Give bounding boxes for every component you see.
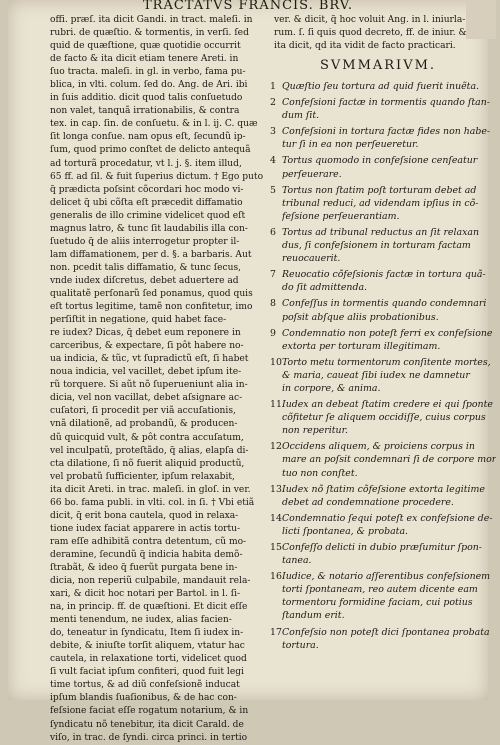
summary-item — [270, 297, 487, 323]
summary-item — [270, 226, 484, 265]
summary-text-line: Torto metu tormentorum conſitente mortes, — [282, 356, 491, 368]
text-line: cta dilatione, ſi nõ fuerit aliquid productũ, — [50, 458, 245, 469]
text-line: de facto & ita dicit etiam tenere Areti. in — [50, 54, 239, 65]
summary-item — [270, 184, 484, 223]
text-line: rum. ſ. ſi quis quod decreto, ff. de iniur. & — [274, 28, 467, 39]
summary-item — [270, 626, 490, 652]
text-line: ita dicit Areti. in trac. maleſi. in gloſ. in ver. — [50, 484, 251, 495]
summary-item-text — [282, 512, 493, 538]
text-line: deramine, ſecundũ q̃ indicia habita demõ- — [50, 549, 243, 560]
text-line: dicit, q̃ erit bona cautela, quod in relaxa- — [50, 510, 239, 521]
text-line: vel probatũ ſufficienter, ipſum relaxabit, — [50, 471, 235, 482]
text-line: q̃ prædicta poſsint cõcordari hoc modo vi- — [50, 184, 244, 195]
summary-item-text — [282, 297, 486, 323]
summary-text-line: Confeſsioni in tortura factæ fides non habe- — [282, 126, 491, 138]
text-line: ſyndicatu nõ tenebitur, ita dicit Carald. de — [50, 719, 244, 730]
text-line: generalis de illo crimine videlicet quod eſt — [50, 210, 246, 221]
text-line: ipſum blandis ſuaſionibus, & de hac con- — [50, 693, 237, 704]
text-line: eſt tortus legitime, tamẽ non confitetur, imo — [50, 302, 253, 313]
text-line: delicet q̃ ubi cõſta eſt præcedit diffamatio — [50, 197, 243, 208]
summary-item-number: 12 — [270, 441, 282, 453]
summary-text-line: Confeſsioni factæ in tormentis quando ſtan- — [282, 97, 490, 109]
text-line: 66 bo. fama publi. in vlti. col. in ſi. † Vbi etiã — [50, 497, 255, 508]
summary-list — [270, 80, 497, 655]
summary-item-text — [282, 483, 485, 509]
summary-item-number: 5 — [270, 184, 276, 196]
summary-text-line: Confeſſo delicti in dubio præſumitur ſpon- — [282, 542, 482, 553]
text-line: na, in princip. ff. de quæſtioni. Et dicit eſſe — [50, 602, 248, 613]
summary-item-text — [282, 398, 493, 437]
book-page — [8, 0, 497, 743]
text-line: viſo, in trac. de ſyndi. circa princi. in tertio — [50, 732, 248, 743]
summary-item — [270, 398, 493, 437]
text-line: ita dicit, qd ita vidit de facto practicari. — [274, 41, 456, 52]
text-line: ſuetudo q̃ de aliis interrogetur propter il- — [50, 236, 240, 247]
summary-item-text — [282, 184, 484, 223]
summary-text-line: dum ſit. — [282, 110, 320, 122]
summary-text-line: Reuocatio cõfeſsionis factæ in tortura quã- — [282, 269, 486, 281]
running-header: TRACTATVS FRANCIS. BRV. — [142, 0, 353, 13]
summary-text-line: Iudex nõ ſtatim cõfeſsione extorta legitime — [282, 483, 485, 495]
summary-item-number: 11 — [270, 399, 282, 411]
summary-item-number: 15 — [270, 542, 282, 553]
text-line: vnde iudex diſcretus, debet aduertere ad — [50, 275, 239, 286]
summary-text-line: debet ad condemnatione procedere. — [282, 496, 454, 508]
summary-text-line: Condemnatio ſequi poteſt ex confeſsione de- — [282, 512, 493, 524]
summary-item-number: 4 — [270, 155, 276, 167]
text-line: dicia, non reperiũ culpabile, mandauit rela- — [50, 576, 251, 587]
summary-item-text — [282, 154, 484, 180]
summary-item-text — [282, 268, 486, 294]
right-column-top-text — [274, 14, 484, 53]
text-line: ad torturã procedatur, vt l. j. §. item illud, — [50, 158, 242, 169]
summary-text-line: extorta per torturam illegitimam. — [282, 340, 441, 352]
summary-text-line: reuocauerit. — [282, 253, 341, 265]
text-line: rubri. de quæſtio. & tormentis, in verſi. ſed — [50, 28, 249, 39]
summary-text-line: Quæſtio ſeu tortura ad quid fuerit inuẽta. — [282, 81, 480, 92]
summary-text-line: Iudex an debeat ſtatim credere ei qui ſponte — [282, 399, 493, 411]
summary-text-line: torti ſpontaneam, reo autem dicente eam — [282, 584, 478, 596]
summary-text-line: Condemnatio non poteſt ferri ex confeſsione — [282, 327, 493, 339]
text-line: tex. in cap. ſin. de conſuetu. & in l. ij. C. quæ — [50, 119, 258, 130]
summary-item — [270, 96, 490, 122]
summary-text-line: ſtandum erit. — [282, 610, 345, 622]
text-line: dicia, vel non vacillat, debet aſsignare ac- — [50, 393, 243, 404]
text-line: do, teneatur in ſyndicatu, Item ſi iudex in- — [50, 628, 244, 639]
summary-text-line: & maria, caueat ſibi iudex ne damnetur — [282, 369, 470, 381]
summary-text-line: Tortus quomodo in confeſsione cenſeatur — [282, 155, 478, 167]
summary-text-line: perſeuerare. — [282, 168, 342, 180]
summary-item-number: 17 — [270, 626, 282, 638]
summary-item — [270, 356, 491, 395]
summary-text-line: Confeſſus in tormentis quando condemnari — [282, 298, 487, 310]
summary-item — [270, 541, 484, 567]
summary-text-line: non reperitur. — [282, 425, 348, 437]
summary-item-text — [282, 80, 484, 93]
summary-item-number: 14 — [270, 512, 282, 524]
text-line: lam diffamationem, per d. §. a barbaris. Aut — [50, 249, 252, 260]
text-line: perſiſtit in negatione, quid habet face- — [50, 315, 227, 326]
summary-item — [270, 268, 484, 294]
summary-text-line: tur ſi in ea non perſeueretur. — [282, 139, 419, 151]
text-line: blica, in vlti. colum. ſed do. Ang. de Ari. ibi — [50, 80, 248, 91]
text-line: ſum, quod primo conſtet de delicto antequã — [50, 145, 251, 156]
text-line: time tortus, & ad diũ confeſsionẽ inducat — [50, 680, 240, 691]
summary-item-text — [282, 541, 484, 567]
text-line: xari, & dicit hoc notari per Bartol. in l. ſi- — [50, 589, 241, 600]
summary-item-text — [282, 356, 491, 395]
summary-item-text — [282, 96, 490, 122]
summary-item — [270, 154, 484, 180]
text-line: quid de quæſtione, quæ quotidie occurrit — [50, 41, 241, 52]
summary-text-line: Tortus ad tribunal reductus an ſit relaxan — [282, 226, 479, 238]
text-line: cautela, in relaxatione torti, videlicet quod — [50, 654, 247, 665]
text-line: non valet, tanquã irrationabilis, & contra — [50, 106, 240, 117]
text-line: noua indicia, vel vacillet, debet ipſum ite- — [50, 367, 242, 378]
summary-text-line: licti ſpontanea, & probata. — [282, 525, 409, 537]
summary-item-number: 2 — [270, 97, 276, 109]
text-line: cuſatori, ſi procedit per viã accuſationis, — [50, 406, 236, 417]
text-line: qualitatẽ perſonarũ ſed ponamus, quod quis — [50, 288, 253, 299]
summary-item — [270, 125, 491, 151]
summary-text-line: mare an poſsit condemnari ſi de corpore mor — [282, 454, 497, 466]
summary-text-line: tuo non conſtet. — [282, 467, 358, 479]
summary-text-line: do ſit admittenda. — [282, 282, 368, 294]
text-line: ſuo tracta. maleſi. in gl. in verbo, fama pu- — [50, 67, 246, 78]
summary-text-line: tribunal reduci, ad videndam ipſius in cõ- — [282, 197, 479, 209]
summary-text-line: poſsit abſque aliis probationibus. — [282, 311, 439, 323]
text-line: non. pcedit talis diffamatio, & tunc ſecus, — [50, 262, 242, 273]
text-line: vel inculpatũ, proteſtãdo, q̃ alias, elapſa di- — [50, 445, 249, 456]
summary-text-line: feſsione perſeuerantiam. — [282, 210, 400, 222]
summary-item-text — [282, 327, 492, 353]
summary-item-number: 6 — [270, 226, 276, 238]
text-line: ram eſſe adhibitã contra detentum, cũ mo- — [50, 536, 247, 547]
summary-text-line: dus, ſi confeſsionem in torturam factam — [282, 240, 471, 252]
summary-text-line: cõfitetur ſe aliquem occidiſſe, cuius corpus — [282, 412, 486, 424]
text-line: re iudex? Dicas, q̃ debet eum reponere in — [50, 328, 241, 339]
text-line: carceribus, & expectare, ſi pôt habere no- — [50, 341, 244, 352]
summary-item-number: 9 — [270, 327, 276, 339]
summary-item-text — [282, 125, 490, 151]
summary-text-line: tortura. — [282, 639, 319, 651]
summary-item-number: 8 — [270, 298, 276, 310]
summary-text-line: tanea. — [282, 555, 312, 567]
text-line: debite, & iniuſte torſit aliquem, vtatur hac — [50, 641, 245, 652]
text-line: offi. præſ. ita dicit Gandi. in tract. maleſi. in — [50, 15, 253, 25]
summary-text-line: tormentoru formidine faciam, cui potius — [282, 597, 473, 609]
summary-text-line: in corpore, & anima. — [282, 382, 381, 394]
summary-item-number: 16 — [270, 571, 282, 583]
text-line: magnus latro, & tunc ſit laudabilis illa con- — [50, 223, 248, 234]
summary-item — [270, 80, 484, 93]
summary-item-number: 7 — [270, 269, 276, 281]
text-line: ſtrabãt, & ideo q̃ fuerũt purgata bene in- — [50, 562, 238, 573]
text-line: 65 ff. ad ſil. & fuit ſuperius dictum. † Ego puto — [50, 171, 264, 182]
text-line: rũ torquere. Si aũt nõ ſuperueniunt alia in- — [50, 380, 248, 391]
text-line: ua indicia, & tũc, vt ſupradictũ eſt, ſi habet — [50, 354, 249, 365]
summary-text-line: Tortus non ſtatim poſt torturam debet ad — [282, 184, 477, 196]
summary-text-line: Occidens aliquem, & proiciens corpus in — [282, 441, 475, 453]
summary-item-text — [282, 226, 484, 265]
summary-item-number: 13 — [270, 483, 282, 495]
text-line: ſi vult faciat ipſum confiteri, quod fuit legi — [50, 667, 244, 678]
text-line: vnã dilationẽ, ad probandũ, & producen- — [50, 419, 238, 430]
summary-item-number: 10 — [270, 356, 282, 368]
text-line: in ſuis additio. dicit quod talis conſuetudo — [50, 93, 243, 104]
summary-item-text — [282, 626, 490, 652]
summary-text-line: Iudice, & notario aſſerentibus confeſsionem — [282, 571, 491, 583]
text-line: feſsione faciat eſſe rogatum notarium, & in — [50, 706, 249, 717]
summary-item — [270, 570, 491, 622]
summary-item-text — [282, 440, 496, 479]
summary-item-number: 3 — [270, 126, 276, 138]
summary-item — [270, 327, 493, 353]
summary-title: SVMMARIVM. — [319, 58, 437, 73]
summary-item — [270, 440, 497, 479]
text-line: dũ quicquid vult, & pôt contra accuſatum, — [50, 432, 244, 443]
text-line: ſit longa conſue. nam opus eſt, ſecundũ ip- — [50, 132, 246, 143]
text-line: ver. & dicit, q̃ hoc voluit Ang. in l. iniurla- — [274, 15, 466, 25]
text-line: menti tenendum, ne iudex, alias facien- — [50, 615, 232, 626]
summary-text-line: Confeſsio non poteſt dici ſpontanea probata — [282, 626, 490, 638]
summary-item — [270, 512, 493, 538]
summary-item — [270, 483, 484, 509]
summary-item-text — [282, 570, 490, 622]
summary-item-number: 1 — [270, 81, 276, 92]
text-line: tione iudex faciat apparere in actis tortu- — [50, 523, 241, 534]
left-column-text — [50, 14, 272, 745]
